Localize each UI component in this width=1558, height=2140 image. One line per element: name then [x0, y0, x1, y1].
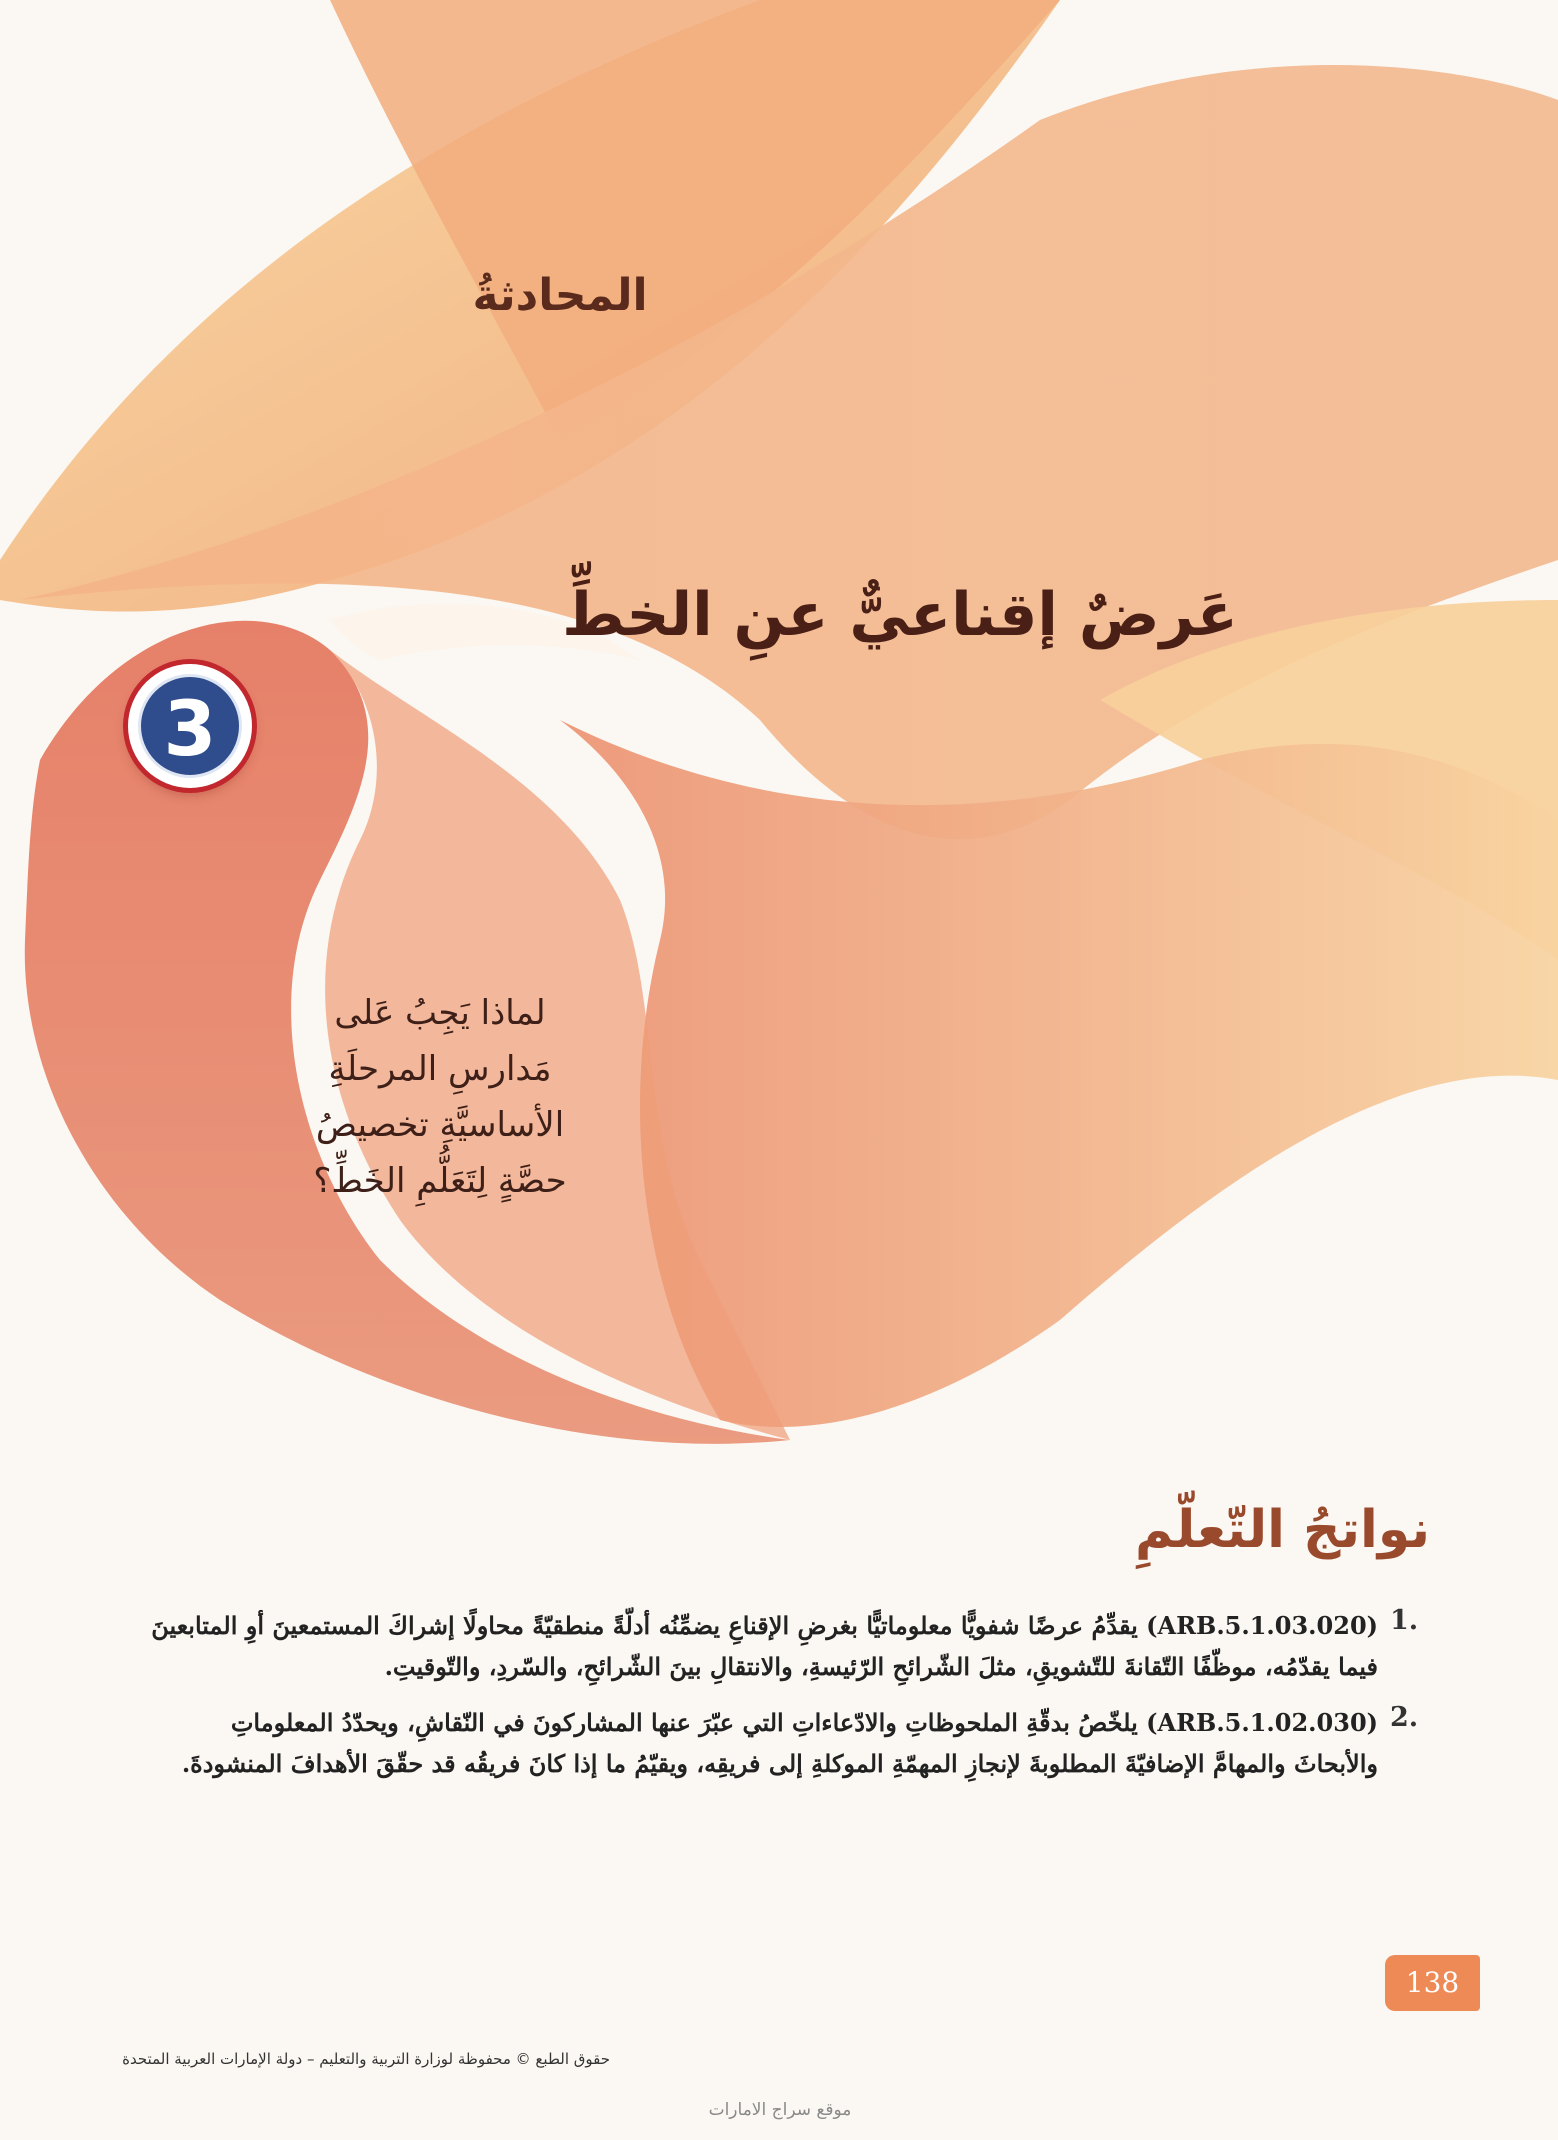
question-line: حصَّةٍ لِتَعَلُّمِ الخَطِّ؟: [313, 1161, 567, 1201]
outcome-number: 2.: [1390, 1702, 1419, 1733]
outcome-text-line: (ARB.5.1.02.030) يلخّصُ بدقّةِ الملحوظاتِ والادّعاءاتِ التي عبّرَ عنها المشاركونَ في النّقاشِ، ويحدّدُ المعلوماتِ: [230, 1708, 1378, 1737]
lesson-number-badge: [128, 664, 252, 788]
lesson-title: عَرضٌ إقناعيٌّ عنِ الخطِّ: [562, 580, 1238, 650]
outcomes-heading: نواتجُ التّعلّمِ: [1135, 1500, 1430, 1560]
copyright-notice: حقوق الطبع © محفوظة لوزارة التربية والتعليم – دولة الإمارات العربية المتحدة: [122, 2050, 610, 2068]
outcome-item: [80, 1605, 1440, 1687]
discussion-question: [270, 985, 610, 1209]
question-line: مَدارسِ المرحلَةِ: [328, 1049, 552, 1089]
outcome-number: 1.: [1390, 1605, 1419, 1636]
page-number-tab: [1385, 1955, 1480, 2011]
lesson-number: 3: [138, 674, 242, 778]
section-label: المحادثةُ: [472, 270, 648, 321]
question-line: الأساسيَّةِ تخصيصُ: [315, 1105, 565, 1145]
outcome-item: [80, 1702, 1440, 1784]
outcome-text-line: (ARB.5.1.03.020) يقدِّمُ عرضًا شفويًّا معلوماتيًّا بغرضِ الإقناعِ يضمِّنُه أدلّةً منطقيّةً محاولًا إشراكَ المستمعينَ أوِ المتابعينَ: [151, 1611, 1378, 1640]
question-line: لماذا يَجِبُ عَلى: [334, 993, 546, 1033]
outcome-text-line: والأبحاثَ والمهامَّ الإضافيّةَ المطلوبةَ لإنجازِ المهمّةِ الموكلةِ إلى فريقِه، ويقيّمُ ما إذا كانَ فريقُه قد حقّقَ الأهدافَ المنشودةَ.: [181, 1749, 1378, 1778]
page-number: 138: [1405, 1966, 1460, 1999]
outcome-text-line: فيما يقدّمُه، موظّفًا التّقانةَ للتّشويقِ، مثلَ الشّرائحِ الرّئيسةِ، والانتقالِ بينَ الشّرائحِ، والسّردِ، والتّوقيتِ.: [384, 1652, 1378, 1681]
site-watermark: موقع سراج الامارات: [708, 2100, 852, 2120]
